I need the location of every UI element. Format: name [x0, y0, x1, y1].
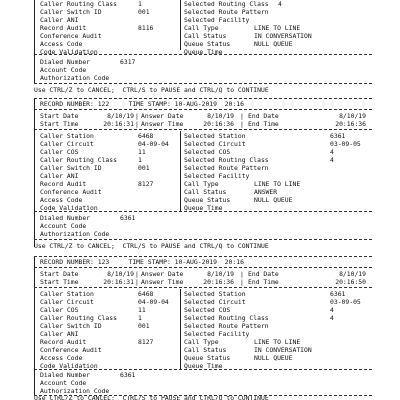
- field-value: ANSWER: [254, 188, 278, 196]
- left-border: [34, 56, 35, 84]
- field-value: 1: [138, 314, 142, 322]
- field-label: Authorization Code: [40, 230, 110, 238]
- field-value: 001: [138, 8, 150, 16]
- field-label: Selected COS: [184, 148, 231, 156]
- column-divider: [180, 289, 181, 369]
- field-label: Dialed Number: [40, 371, 91, 379]
- field-label: Selected Facility: [184, 16, 250, 24]
- field-label: Dialed Number: [40, 214, 91, 222]
- control-hint: Use CTRL/Z to CANCEL; CTRL/S to PAUSE and CTRL/Q to CONTINUE: [34, 396, 269, 400]
- field-value: 03-09-05: [330, 140, 361, 148]
- field-value: 8127: [138, 180, 154, 188]
- answer-time: 20:16:36: [203, 278, 234, 286]
- control-hint: Use CTRL/Z to CANCEL; CTRL/S to PAUSE and CTRL/Q to CONTINUE: [34, 242, 269, 250]
- answer-time-label: Answer Time: [141, 278, 184, 286]
- section-divider: [34, 267, 372, 268]
- answer-time-label: Answer Time: [141, 120, 184, 128]
- column-divider: [180, 131, 181, 211]
- section-divider: [34, 109, 372, 110]
- field-label: Queue Time: [184, 204, 223, 212]
- field-value: 001: [138, 322, 150, 330]
- end-time-label: End Time: [248, 278, 279, 286]
- field-value: 001: [138, 164, 150, 172]
- section-divider: [34, 211, 372, 212]
- section-divider: [34, 369, 372, 370]
- start-date-label: Start Date: [40, 270, 79, 278]
- field-value: LINE TO LINE: [254, 24, 301, 32]
- start-date: 8/10/19: [107, 270, 134, 278]
- answer-date-label: Answer Date: [141, 270, 184, 278]
- field-label: Caller Station: [40, 290, 94, 298]
- field-label: Caller Switch ID: [40, 164, 102, 172]
- field-label: Authorization Code: [40, 387, 110, 395]
- answer-date: 8/10/19: [207, 112, 234, 120]
- field-label: Queue Status: [184, 354, 231, 362]
- field-label: Caller Circuit: [40, 298, 94, 306]
- answer-date-label: Answer Date: [141, 112, 184, 120]
- start-time-label: Start Time: [40, 120, 79, 128]
- field-label: Account Code: [40, 66, 87, 74]
- field-label: Caller Station: [40, 132, 94, 140]
- answer-time: 20:16:36: [203, 120, 234, 128]
- start-time: 20:16:31: [103, 120, 134, 128]
- field-value: NULL QUEUE: [254, 354, 293, 362]
- end-date: 8/10/19: [339, 112, 366, 120]
- field-label: Selected Circuit: [184, 140, 246, 148]
- field-label: Selected Routing Class: [184, 314, 269, 322]
- field-label: Selected Routing Class: [184, 0, 269, 8]
- left-border: [34, 99, 35, 247]
- field-label: Caller COS: [40, 148, 79, 156]
- field-label: Selected Route Pattern: [184, 322, 269, 330]
- field-value: 03-09-05: [330, 298, 361, 306]
- field-value: 11: [138, 306, 146, 314]
- field-label: Selected Routing Class: [184, 156, 269, 164]
- field-value: 4: [330, 156, 334, 164]
- field-label: Caller ANI: [40, 16, 79, 24]
- field-label: Selected Route Pattern: [184, 8, 269, 16]
- field-label: Record Audit: [40, 180, 87, 188]
- field-value: 04-09-04: [138, 140, 169, 148]
- field-label: Queue Time: [184, 48, 223, 56]
- end-date-label: End Date: [248, 270, 279, 278]
- field-value: 04-09-04: [138, 298, 169, 306]
- field-label: Code Validation: [40, 204, 98, 212]
- section-divider: [34, 287, 372, 288]
- field-value: NULL QUEUE: [254, 196, 293, 204]
- record-bottom-border: [34, 239, 372, 240]
- field-label: Call Type: [184, 180, 219, 188]
- field-label: Caller Circuit: [40, 140, 94, 148]
- field-label: Access Code: [40, 354, 83, 362]
- field-label: Caller ANI: [40, 172, 79, 180]
- section-divider: [34, 83, 372, 84]
- field-value: NULL QUEUE: [254, 40, 293, 48]
- field-value: LINE TO LINE: [254, 338, 301, 346]
- section-divider: [34, 54, 372, 55]
- left-border: [34, 0, 35, 58]
- field-label: Code Validation: [40, 362, 98, 370]
- field-label: Caller Switch ID: [40, 322, 102, 330]
- end-date: 8/10/19: [339, 270, 366, 278]
- field-label: Selected Station: [184, 132, 246, 140]
- field-value: 6361: [120, 371, 136, 379]
- field-value: 6361: [330, 290, 346, 298]
- field-value: 8127: [138, 338, 154, 346]
- field-label: Selected COS: [184, 306, 231, 314]
- field-label: Record Audit: [40, 338, 87, 346]
- field-label: Conference Audit: [40, 188, 102, 196]
- field-value: 4: [330, 148, 334, 156]
- field-value: 6468: [138, 132, 154, 140]
- field-label: Caller ANI: [40, 330, 79, 338]
- field-label: Call Status: [184, 188, 227, 196]
- field-label: Queue Status: [184, 196, 231, 204]
- start-time-label: Start Time: [40, 278, 79, 286]
- field-label: Caller COS: [40, 306, 79, 314]
- field-label: Caller Switch ID: [40, 8, 102, 16]
- field-value: 6317: [120, 58, 136, 66]
- field-label: Selected Route Pattern: [184, 164, 269, 172]
- field-label: Selected Facility: [184, 172, 250, 180]
- record-header: RECORD NUMBER: 123 TIME STAMP: 10-AUG-2019 20:16: [40, 258, 244, 266]
- field-value: IN CONVERSATION: [254, 346, 312, 354]
- field-label: Account Code: [40, 379, 87, 387]
- field-label: Access Code: [40, 40, 83, 48]
- field-label: Caller Routing Class: [40, 314, 117, 322]
- field-value: 1: [138, 0, 142, 8]
- left-border: [34, 257, 35, 395]
- field-value: 6468: [138, 290, 154, 298]
- field-label: Selected Facility: [184, 330, 250, 338]
- start-time: 20:16:31: [103, 278, 134, 286]
- field-label: Queue Time: [184, 362, 223, 370]
- section-divider: [34, 129, 372, 130]
- start-date-label: Start Date: [40, 112, 79, 120]
- field-label: Dialed Number: [40, 58, 91, 66]
- record-top-border: [34, 98, 372, 99]
- field-label: Caller Routing Class: [40, 156, 117, 164]
- field-label: Caller Routing Class: [40, 0, 117, 8]
- end-time: 20:16:50: [335, 278, 366, 286]
- record-header: RECORD NUMBER: 122 TIME STAMP: 10-AUG-2019 20:16: [40, 100, 244, 108]
- field-label: Call Status: [184, 32, 227, 40]
- field-label: Conference Audit: [40, 346, 102, 354]
- field-label: Call Type: [184, 24, 219, 32]
- field-value: 4: [330, 314, 334, 322]
- field-label: Authorization Code: [40, 74, 110, 82]
- end-time: 20:16:36: [335, 120, 366, 128]
- record-top-border: [34, 256, 372, 257]
- cdr-printout-page: Caller Routing Class 1 Caller Switch ID 001 Caller ANI Record Audit 8116 Conference Audit Access Code Code Validation Selected Routing Class 4 Selected Route Pattern Selected Facility Call Type LINE TO LINE Call Status IN CONVERSATION Queue Status NULL QUEUE Queue Time Dialed Number 6317 Account Code Authorization Code Use CTRL/Z to CANCEL; CTRL/S to PAUSE and CTRL/Q to CONTINUE RECORD NUMBER: 122 TIME STAMP: 10-AUG-2019 20:16 Start Date 8/10/19 Start Time 20:16:31 | | Answer Date 8/10/19 Answer Time 20:16:36 | | End Date 8/10/19 End Time 20:16:36 Caller Station 6468 Caller Circuit 04-09-04 Caller COS 11 Caller Routing Class 1 Caller Switch ID 001 Caller ANI Record Audit 8127 Conference Audit Access Code Code Validation Selected Station 6361 Selected Circuit 03-09-05 Selected COS 4 Selected Routing Class 4 Selected Route Pattern Selected Facility Call Type LINE TO LINE Call Status ANSWER Queue Status NULL QUEUE Queue Time Dialed Number 6361 Account Code Authorization Code Use CTRL/Z to CANCEL; CTRL/S to PAUSE and CTRL/Q to CONTINUE RECORD NUMBER: 123 TIME STAMP: 10-AUG-2019 20:16 Start Date 8/10/19 Start Time 20:16:31 | | Answer Date 8/10/19 Answer Time 20:16:36 | | End Date 8/10/19 End Time 20:16:50 Caller Station 6468 Caller Circuit 04-09-04 Caller COS 11 Caller Routing Class 1 Caller Switch ID 001 Caller ANI Record Audit 8127 Conference Audit Access Code Code Validation Selected Station 6361 Selected Circuit 03-09-05 Selected COS 4 Selected Routing Class 4 Selected Route Pattern Selected Facility Call Type LINE TO LINE Call Status IN CONVERSATION Queue Status NULL QUEUE Queue Time Dialed Number 6361 Account Code Authorization Code Use CTRL/Z to CANCEL; CTRL/S to PAUSE and CTRL/Q to CONTINUE: [0, 0, 400, 400]
- field-value: 4: [330, 306, 334, 314]
- field-label: Call Status: [184, 346, 227, 354]
- answer-date: 8/10/19: [207, 270, 234, 278]
- field-value: IN CONVERSATION: [254, 32, 312, 40]
- end-date-label: End Date: [248, 112, 279, 120]
- field-label: Account Code: [40, 222, 87, 230]
- start-date: 8/10/19: [107, 112, 134, 120]
- field-label: Record Audit: [40, 24, 87, 32]
- control-hint: Use CTRL/Z to CANCEL; CTRL/S to PAUSE and CTRL/Q to CONTINUE: [34, 86, 269, 94]
- field-value: 11: [138, 148, 146, 156]
- column-divider: [180, 0, 181, 50]
- field-label: Access Code: [40, 196, 83, 204]
- field-value: 8116: [138, 24, 154, 32]
- field-value: 1: [138, 156, 142, 164]
- field-value: LINE TO LINE: [254, 180, 301, 188]
- field-value: 6361: [330, 132, 346, 140]
- field-label: Selected Circuit: [184, 298, 246, 306]
- field-label: Conference Audit: [40, 32, 102, 40]
- field-value: 4: [278, 0, 282, 8]
- end-time-label: End Time: [248, 120, 279, 128]
- field-label: Queue Status: [184, 40, 231, 48]
- field-value: 6361: [120, 214, 136, 222]
- field-label: Selected Station: [184, 290, 246, 298]
- field-label: Call Type: [184, 338, 219, 346]
- field-label: Code Validation: [40, 48, 98, 56]
